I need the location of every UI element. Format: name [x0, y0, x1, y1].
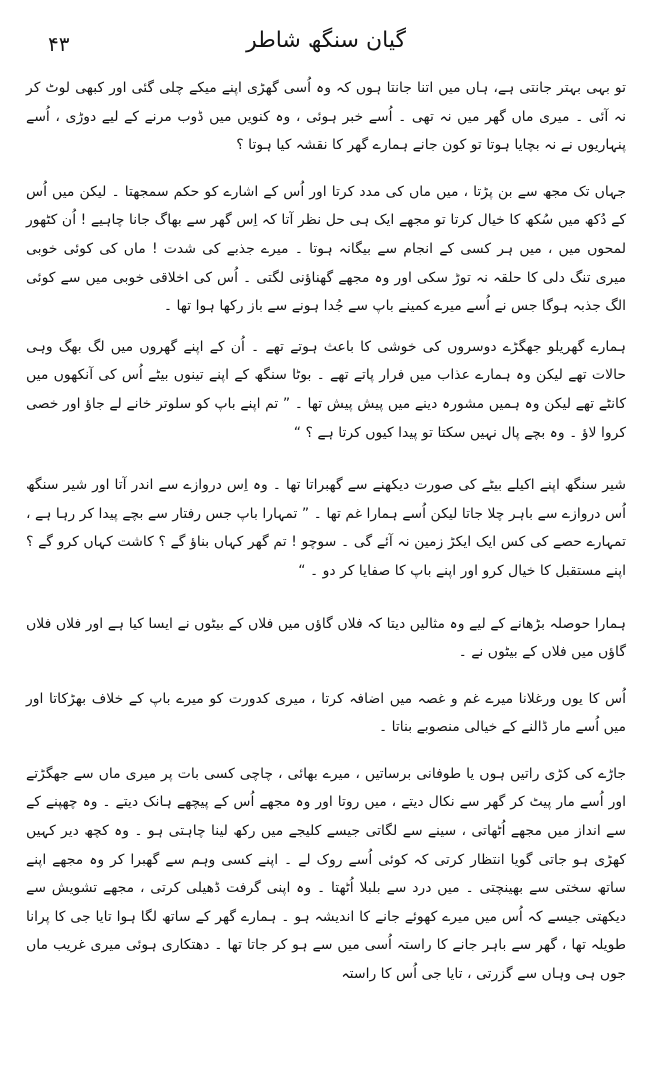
paragraph-6: اُس کا یوں ورغلانا میرے غم و غصہ میں اضافہ کرتا ، میری کدورت کو میرے باپ کے خلاف بھڑکاتا اور میں اُسے مار ڈالنے کے خیالی منصوبے بناتا ۔	[26, 690, 626, 736]
page-number: ۴۳	[48, 32, 70, 56]
paragraph-3: ہمارے گھریلو جھگڑے دوسروں کی خوشی کا باعث ہوتے تھے ۔ اُن کے اپنے گھروں میں لگ بھگ وہی حالات تھے لیکن وہ ہمارے عذاب میں فرار پاتے تھے ۔ بوٹا سنگھ کے اپنے تینوں بیٹے اُس کی آنکھوں میں کانٹے تھے لیکن وہ ہمیں مشورہ دینے میں پیش پیش تھا ۔ ” تم اپنے باپ کو سلوتر خانے لے جاؤ اور خصی کروا لاؤ ۔ وہ بچے پال نہیں سکتا تو پیدا کیوں کرتا ہے ؟ “	[26, 338, 626, 441]
paragraph-5: ہمارا حوصلہ بڑھانے کے لیے وہ مثالیں دیتا کہ فلاں گاؤں میں فلاں کے بیٹوں نے ایسا کیا ہے اور فلاں فلاں گاؤں میں فلاں کے بیٹوں نے ۔	[26, 615, 626, 661]
paragraph-1: تو بہی بہتر جانتی ہے، ہاں میں اتنا جانتا ہوں کہ وہ اُسی گھڑی اپنے میکے چلی گئی اور کبھی لوٹ کر نہ آئی ۔ میری ماں گھر میں نہ تھی ۔ اُسے خبر ہوئی ، وہ کنویں میں ڈوب مرنے کے لیے دوڑی ، اُسے پنہاریوں نے نہ بچایا ہوتا تو کون جانے ہمارے گھر کا نقشہ کیا ہوتا ؟	[26, 80, 626, 154]
running-title: گیان سنگھ شاطر	[246, 28, 406, 53]
page-header	[26, 28, 626, 74]
paragraph-7: جاڑے کی کڑی راتیں ہوں یا طوفانی برساتیں ، میرے بھائی ، چاچی کسی بات پر میری ماں سے جھگڑتے اور اُسے مار پیٹ کر گھر سے نکال دیتے ، میں روتا اور وہ مجھے اُس کے پیچھے ہانک دیتے ۔ وہ چھپنے کے سے انداز میں مجھے اُٹھاتی ، سینے سے لگاتی جیسے کلیجے میں رکھ لینا چاہتی ہو ۔ وہ کچھ دیر کہیں کھڑی ہو جاتی گویا انتظار کرتی کہ کوئی اُسے روک لے ۔ اپنے کسی وہم سے گھبرا کر وہ مجھے اپنے ساتھ سختی سے بھینچتی ۔ میں درد سے بلبلا اُٹھتا ۔ وہ اپنی گرفت ڈھیلی کرتی ، مجھے تشویش سے دیکھتی جیسے کہ اُس میں میرے کھوئے جانے کا اندیشہ ہو ۔ ہمارے گھر کے ساتھ لگا ہوا تایا جی کا پرانا طویلہ تھا ، گھر سے باہر جانے کا راستہ اُسی میں سے ہو کر جاتا تھا ۔ دھتکاری ہوئی میری غریب ماں جوں ہی وہاں سے گزرتی ، تایا جی اُس کا راستہ	[26, 765, 626, 983]
paragraph-2: جہاں تک مجھ سے بن پڑتا ، میں ماں کی مدد کرتا اور اُس کے اشارے کو حکم سمجھتا ۔ لیکن میں اُس کے دُکھ میں سُکھ کا خیال کرتا تو مجھے ایک ہی حل نظر آتا کہ اِس گھر سے بھاگ جانا چاہیے ! اُن کٹھور لمحوں میں ، میں ہر کسی کے انجام سے بیگانہ ہوتا ۔ میرے جذبے کی شدت ! ماں کی کوئی خوبی میری تنگ دلی کا حلقہ نہ توڑ سکی اور وہ مجھے گھناؤنی لگتی ۔ اُس کی اخلاقی خوبی میں سے کوئی الگ جذبہ ہوگا جس نے اُسے میرے کمینے باپ سے جُدا ہونے سے باز رکھا ہوا تھا ۔	[26, 183, 626, 315]
body-text	[26, 74, 626, 989]
paragraph-4: شیر سنگھ اپنے اکیلے بیٹے کی صورت دیکھنے سے گھبراتا تھا ۔ وہ اِس دروازے سے اندر آتا اور شیر سنگھ اُس دروازے سے باہر چلا جاتا لیکن اُسے ہمارا غم تھا ۔ ” تمہارا باپ جس رفتار سے بچے پیدا کر رہا ہے ، تمہارے حصے کی کس ایک ایکڑ زمین نہ آئے گی ۔ سوچو ! تم گھر کہاں بناؤ گے ؟ کاشت کہاں کرو گے ؟ اپنے مستقبل کا خیال کرو اور اپنے باپ کا صفایا کر دو ۔ “	[26, 477, 626, 579]
